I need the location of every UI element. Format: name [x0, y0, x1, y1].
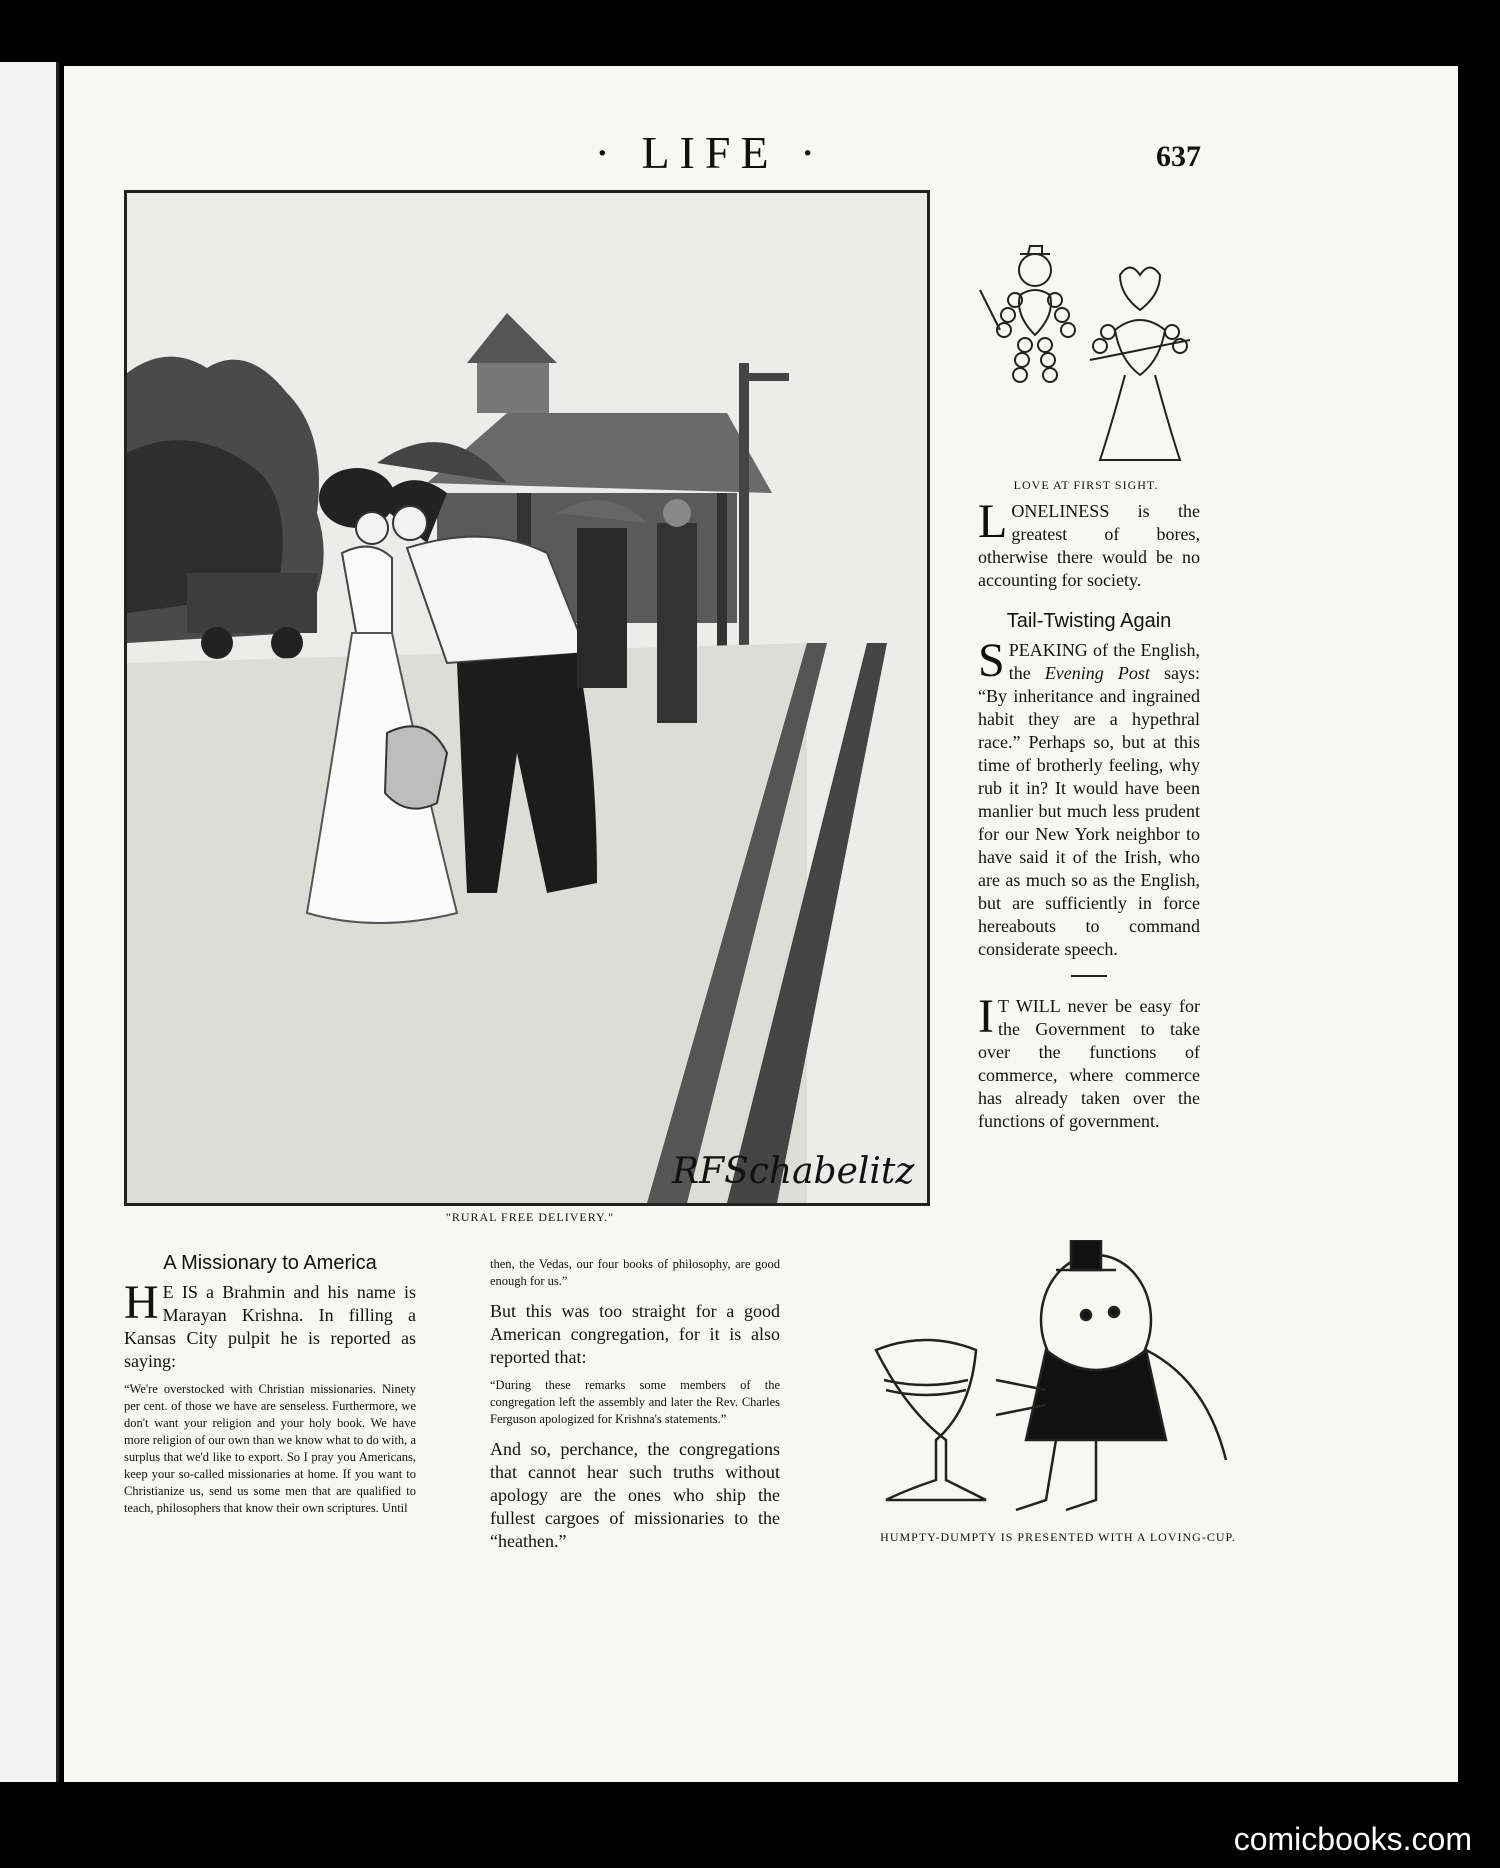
- humpty-loving-cup-drawing: [846, 1240, 1266, 1524]
- missionary-paragraph-2: But this was too straight for a good American congregation, for it is also reported that:: [490, 1301, 780, 1367]
- humpty-cartoon-caption: HUMPTY-DUMPTY IS PRESENTED WITH A LOVING-CUP.: [880, 1530, 1236, 1544]
- missionary-column-left: [124, 1252, 416, 1527]
- humpty-dumpty-cartoon: [846, 1240, 1266, 1524]
- page-number: 637: [1156, 140, 1201, 173]
- missionary-heading: A Missionary to America: [163, 1252, 377, 1274]
- missionary-column-right: [490, 1256, 780, 1561]
- tail-twisting-text-before: PEAKING of the English, the: [1008, 640, 1200, 683]
- masthead: · LIFE ·: [594, 127, 826, 178]
- government-text: T WILL never be easy for the Government to take over the functions of commerce, where commerce has already taken over the functions of government.: [978, 996, 1200, 1131]
- evening-post-title: Evening Post: [1044, 663, 1150, 683]
- tail-twisting-text-after: says: “By inheritance and ingrained habit they are a hypethral race.” Perhaps so, but at this time of brotherly feeling, why rub it in? It would have been manlier but much less prudent for our New York neighbor to have said it of the Irish, who are as much so as the English, but are sufficiently in force hereabouts to command considerate speech.: [978, 663, 1201, 959]
- main-illustration-caption: "RURAL FREE DELIVERY.": [445, 1210, 615, 1224]
- tail-twisting-heading: Tail-Twisting Again: [1006, 610, 1172, 632]
- dropcap-i: I: [978, 990, 994, 1043]
- dropcap-h: H: [124, 1276, 159, 1329]
- missionary-lead-text: E IS a Brahmin and his name is Marayan Krishna. In filling a Kansas City pulpit he is reported as saying:: [124, 1282, 416, 1371]
- love-at-first-sight-cartoon: [960, 240, 1200, 478]
- krishna-quote-continued: then, the Vedas, our four books of philosophy, are good enough for us.”: [490, 1257, 780, 1288]
- missionary-paragraph-3: And so, perchance, the congregations that cannot hear such truths without apology are the ones who ship the fullest cargoes of missionaries to the “heathen.”: [490, 1439, 780, 1551]
- heart-figures-drawing: [960, 240, 1200, 478]
- right-column: [978, 495, 1201, 1141]
- main-illustration: [124, 190, 930, 1206]
- missionary-lead-paragraph: [124, 1276, 416, 1373]
- dropcap-s: S: [978, 634, 1005, 687]
- artist-signature: RFSchabelitz: [672, 1151, 915, 1192]
- congregation-quote: “During these remarks some members of the congregation left the assembly and later the Rev. Charles Ferguson apologized for Krishna's statements.”: [490, 1378, 780, 1426]
- section-divider: [1071, 975, 1107, 977]
- previous-page-edge: [0, 62, 59, 1782]
- railway-kiss-illustration: [127, 193, 927, 1203]
- loneliness-paragraph: [978, 495, 1200, 592]
- tail-twisting-paragraph: [978, 634, 1201, 961]
- love-cartoon-caption: LOVE AT FIRST SIGHT.: [1013, 478, 1159, 492]
- krishna-quote: “We're overstocked with Christian missionaries. Ninety per cent. of those we have are senseless. Furthermore, we don't want your religion and your holy book. We have more religion of our own than we know what to do with, a surplus that we'd like to export. So I pray you Americans, keep your so-called missionaries at home. If you want to Christianize us, send us some men that are qualified to teach, philosophers that know their own scriptures. Until: [124, 1382, 416, 1515]
- site-watermark: comicbooks.com: [1233, 1821, 1472, 1857]
- dropcap-l: L: [978, 495, 1008, 548]
- government-paragraph: [978, 990, 1200, 1133]
- loneliness-text: ONELINESS is the greatest of bores, otherwise there would be no accounting for society.: [978, 501, 1200, 590]
